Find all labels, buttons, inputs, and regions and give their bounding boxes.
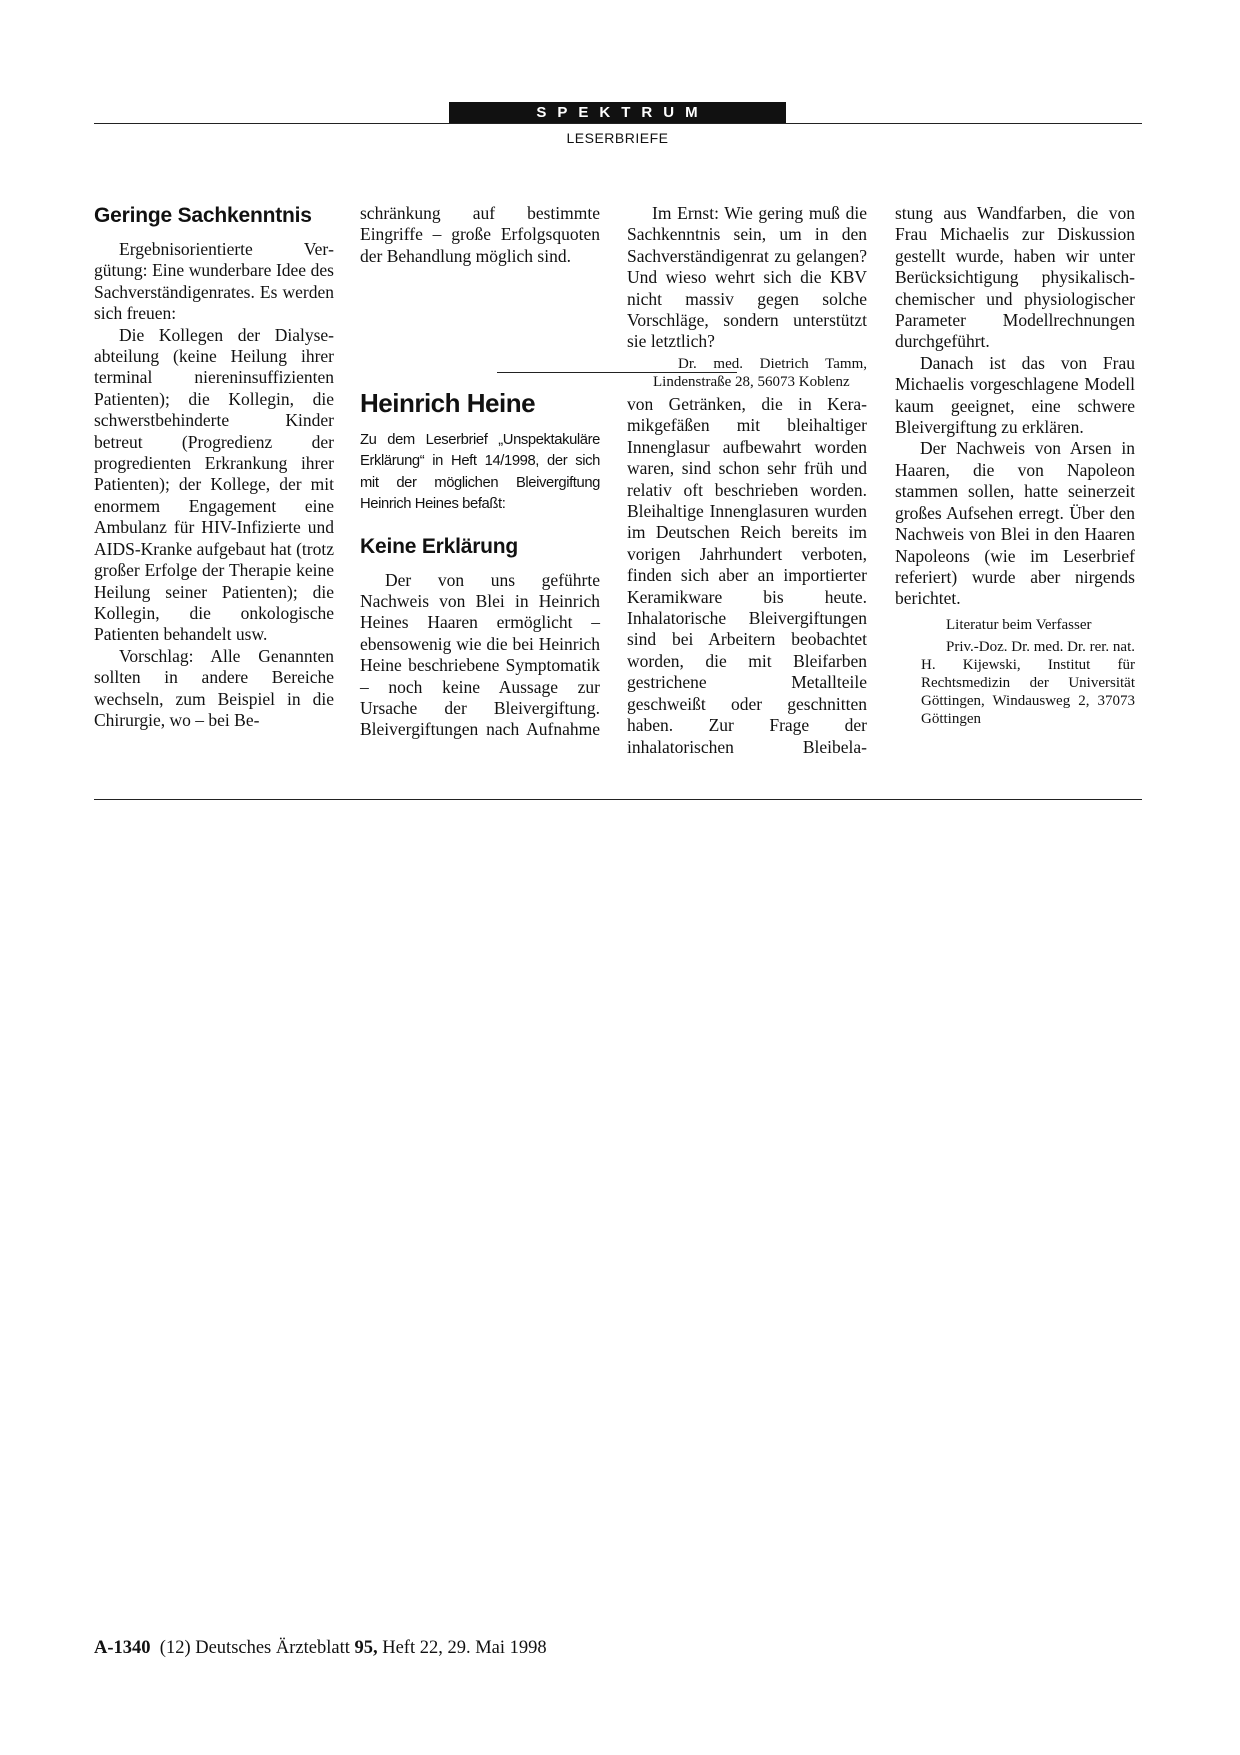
- bottom-rule: [94, 799, 1142, 800]
- article-divider: [497, 372, 737, 373]
- column-1: [94, 203, 334, 731]
- letter2-intro: Zu dem Leserbrief „Unspektakuläre Erklärung“ in Heft 14/1998, der sich mit der möglichen Bleivergiftung Heinrich Heines befaßt:: [360, 432, 600, 513]
- letter1-paragraph: Vorschlag: Alle Genannten sollten in andere Bereiche wechseln, zum Beispiel in die Chirurgie, wo – bei Be-: [94, 645, 334, 730]
- header-rule: [94, 123, 1142, 124]
- letter2-title: Keine Erklärung: [360, 534, 519, 558]
- letter2-paragraph: stung aus Wandfarben, die von Frau Michaelis zur Diskussion gestellt wurde, haben wir unter Berücksichtigung physikalisch-chemischer und physiologischer Parameter Modellrechnungen durchgeführt.: [895, 203, 1135, 352]
- letter1-signature: Dr. med. Dietrich Tamm, Lindenstraße 28, 56073 Koblenz: [653, 355, 867, 390]
- subsection-header: LESERBRIEFE: [566, 130, 669, 146]
- volume: 95,: [354, 1638, 378, 1658]
- section-header: SPEKTRUM: [449, 102, 786, 124]
- column-4: [895, 203, 1135, 728]
- letter2-paragraph: von Getränken, die in Keramikgefäßen mit bleihaltiger Innenglasur aufbewahrt worden waren, sind schon sehr früh und relativ oft beschrieben worden. Bleihaltige Innenglasuren wurden im Deutschen Reich bereits im vorigen Jahrhundert verboten, finden sich aber an importierter Keramikware bis heute. Inhalatorische Bleivergiftungen sind bei Arbeitern beobachtet worden, die mit Bleifarben gestrichene Metallteile geschweißt oder geschnitten haben. Zur Frage der inhalatorischen Bleibela-: [627, 394, 867, 757]
- page-number: A-1340: [94, 1638, 151, 1658]
- page-footer: [94, 1638, 547, 1659]
- letter2-paragraph: Danach ist das von Frau Michaelis vorgeschlagene Modell kaum geeignet, eine schwere Bleivergiftung zu erklären.: [895, 352, 1135, 438]
- letter2-topic: Heinrich Heine: [360, 388, 536, 418]
- issue-suffix: Heft 22, 29. Mai 1998: [382, 1638, 547, 1658]
- letter1-paragraph: Ergebnisorientierte Vergütung: Eine wunderbare Idee des Sachverständigenrates. Es werden sich freuen:: [94, 239, 334, 324]
- column-3: [627, 394, 867, 758]
- column-3-top: [627, 203, 867, 391]
- letter1-paragraph: Im Ernst: Wie gering muß die Sachkenntnis sein, um in den Sachverständigenrat zu gelangen? Und wieso wehrt sich die KBV nicht massiv gegen solche Vorschläge, sondern unterstützt sie letztlich?: [627, 203, 867, 352]
- letter2-paragraph: Der Nachweis von Arsen in Haaren, die von Napoleon stammen sollen, hatte seinerzeit großes Aufsehen erregt. Über den Nachweis von Blei in den Haaren Napoleons (wie im Leserbrief referiert) wurde aber nirgends berichtet.: [895, 438, 1135, 609]
- column-2-top: [360, 203, 600, 267]
- letter2-paragraph: Der von uns geführte Nachweis von Blei in Heinrich Heines Haaren ermöglicht – ebensowenig wie die bei Heinrich Heine beschriebene Symptomatik – noch keine Aussage zur Ursache der Bleivergiftung. Bleivergiftungen nach Aufnahme: [360, 569, 600, 740]
- literature-note: Literatur beim Verfasser: [946, 616, 1092, 633]
- letter1-paragraph: Die Kollegen der Dialyseabteilung (keine Heilung ihrer terminal niereninsuffizienten Patienten); die Kollegin, die schwerstbehinderte Kinder betreut (Progredienz der progredienten Erkrankung ihrer Patienten); der Kollege, der mit enormem Engagement eine Ambulanz für HIV-Infizierte und AIDS-Kranke aufgebaut hat (trotz großer Erfolge der Therapie keine Heilung seiner Patienten); die Kollegin, die onkologische Patienten behandelt usw.: [94, 324, 334, 645]
- issue-prefix: (12) Deutsches Ärzteblatt: [159, 1638, 350, 1658]
- letter1-title: Geringe Sachkenntnis: [94, 204, 312, 227]
- letter1-continuation: schränkung auf bestimmte Eingriffe – große Erfolgsquoten der Behandlung möglich sind.: [360, 203, 600, 266]
- column-2: [360, 388, 600, 741]
- letter2-signature: Priv.-Doz. Dr. med. Dr. rer. nat. H. Kijewski, Institut für Rechtsmedizin der Universität Göttingen, Windausweg 2, 37073 Göttingen: [921, 638, 1135, 727]
